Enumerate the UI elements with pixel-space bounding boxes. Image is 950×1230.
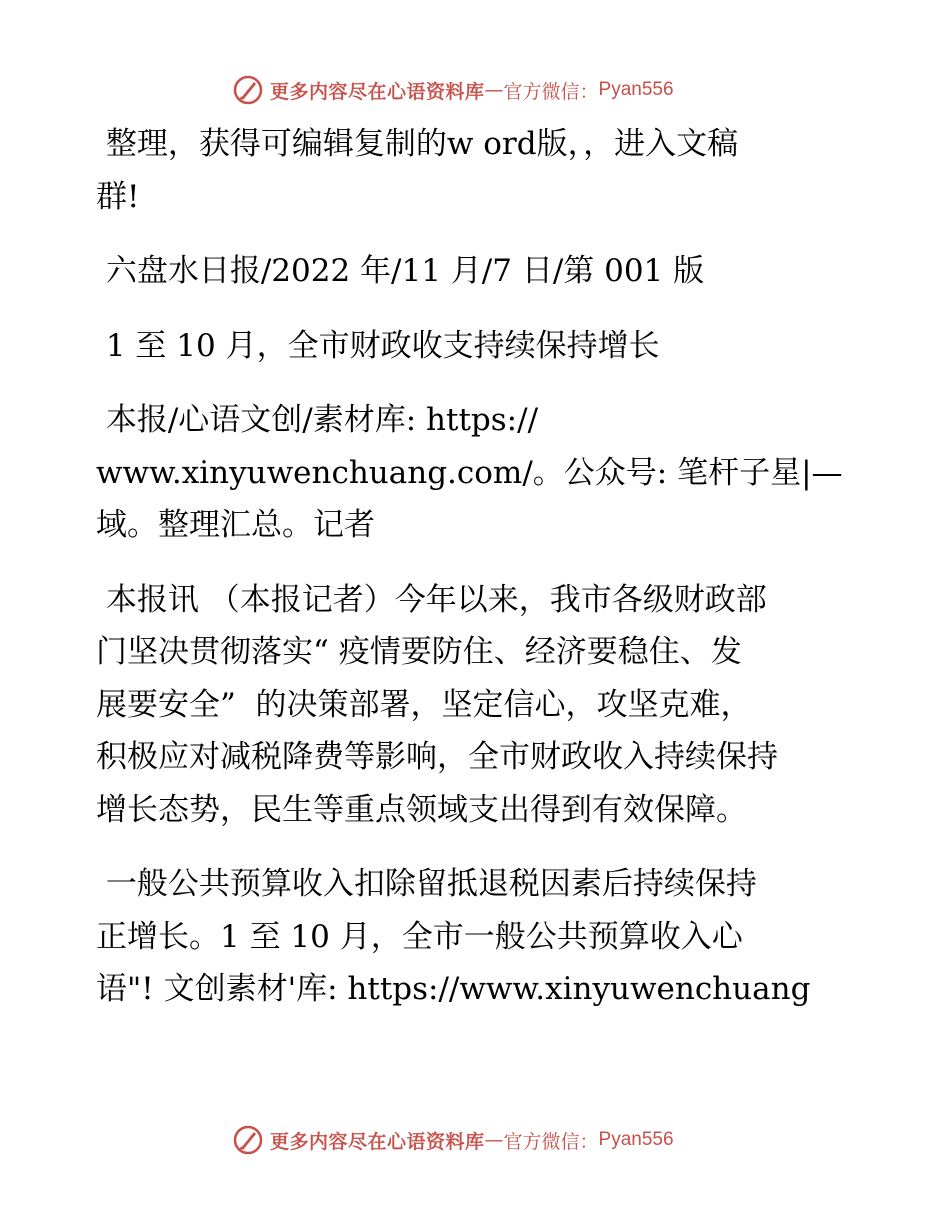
- footer-watermark-banner: [232, 1122, 712, 1158]
- source-line: 六盘水日报/2022 年/11 月/7 日/第 001 版: [96, 253, 705, 289]
- para1-line-4: 积极应对减税降费等影响，全市财政收入持续保持: [96, 739, 778, 775]
- para1-line-1: 本报讯 （本报记者）今年以来，我市各级财政部: [96, 581, 767, 618]
- banner-wechat-id: Pyan556: [598, 79, 674, 100]
- intro-paragraph: [96, 118, 856, 223]
- article-headline: 1 至 10 月，全市财政收支持续保持增长: [96, 327, 660, 364]
- quill-logo-icon: [232, 1124, 264, 1156]
- banner-wechat-id: Pyan556: [598, 1129, 674, 1150]
- para1-line-5: 增长态势，民生等重点领域支出得到有效保障。: [96, 791, 747, 828]
- banner-separator: —: [484, 79, 504, 101]
- body-paragraph-1: [96, 574, 856, 837]
- quill-logo-icon: [232, 74, 264, 106]
- banner-title: 更多内容尽在心语资料库: [270, 80, 485, 103]
- para1-line-2: 门坚决贯彻落实“ 疫情要防住、经济要稳住、发: [96, 634, 742, 670]
- banner-title: 更多内容尽在心语资料库: [270, 1130, 485, 1153]
- para2-line-3: 语"! 文创素材'库: https://www.xinyuwenchuang: [96, 971, 811, 1007]
- para1-line-3: 展要安全” 的决策部署，坚定信心，攻坚克难，: [96, 686, 752, 723]
- para2-line-1: 一般公共预算收入扣除留抵退税因素后持续保持: [96, 866, 757, 902]
- intro-line-1: 整理，获得可编辑复制的w ord版，，进入文稿: [96, 126, 739, 162]
- document-body: [96, 118, 856, 1038]
- byline-paragraph: [96, 394, 856, 552]
- banner-wechat-label: 官方微信：: [503, 80, 599, 103]
- para2-line-2: 正增长。1 至 10 月，全市一般公共预算收入心: [96, 918, 743, 955]
- byline-line-2: www.xinyuwenchuang.com/。公众号: 笔杆子星|—: [96, 454, 843, 491]
- header-watermark-banner: [232, 72, 712, 108]
- body-paragraph-2: [96, 858, 856, 1016]
- intro-line-2: 群!: [96, 178, 140, 215]
- byline-line-1: 本报/心语文创/素材库: https://: [96, 402, 539, 438]
- banner-separator: —: [484, 1129, 504, 1151]
- byline-line-3: 域。整理汇总。记者: [96, 507, 375, 543]
- banner-wechat-label: 官方微信：: [503, 1130, 599, 1153]
